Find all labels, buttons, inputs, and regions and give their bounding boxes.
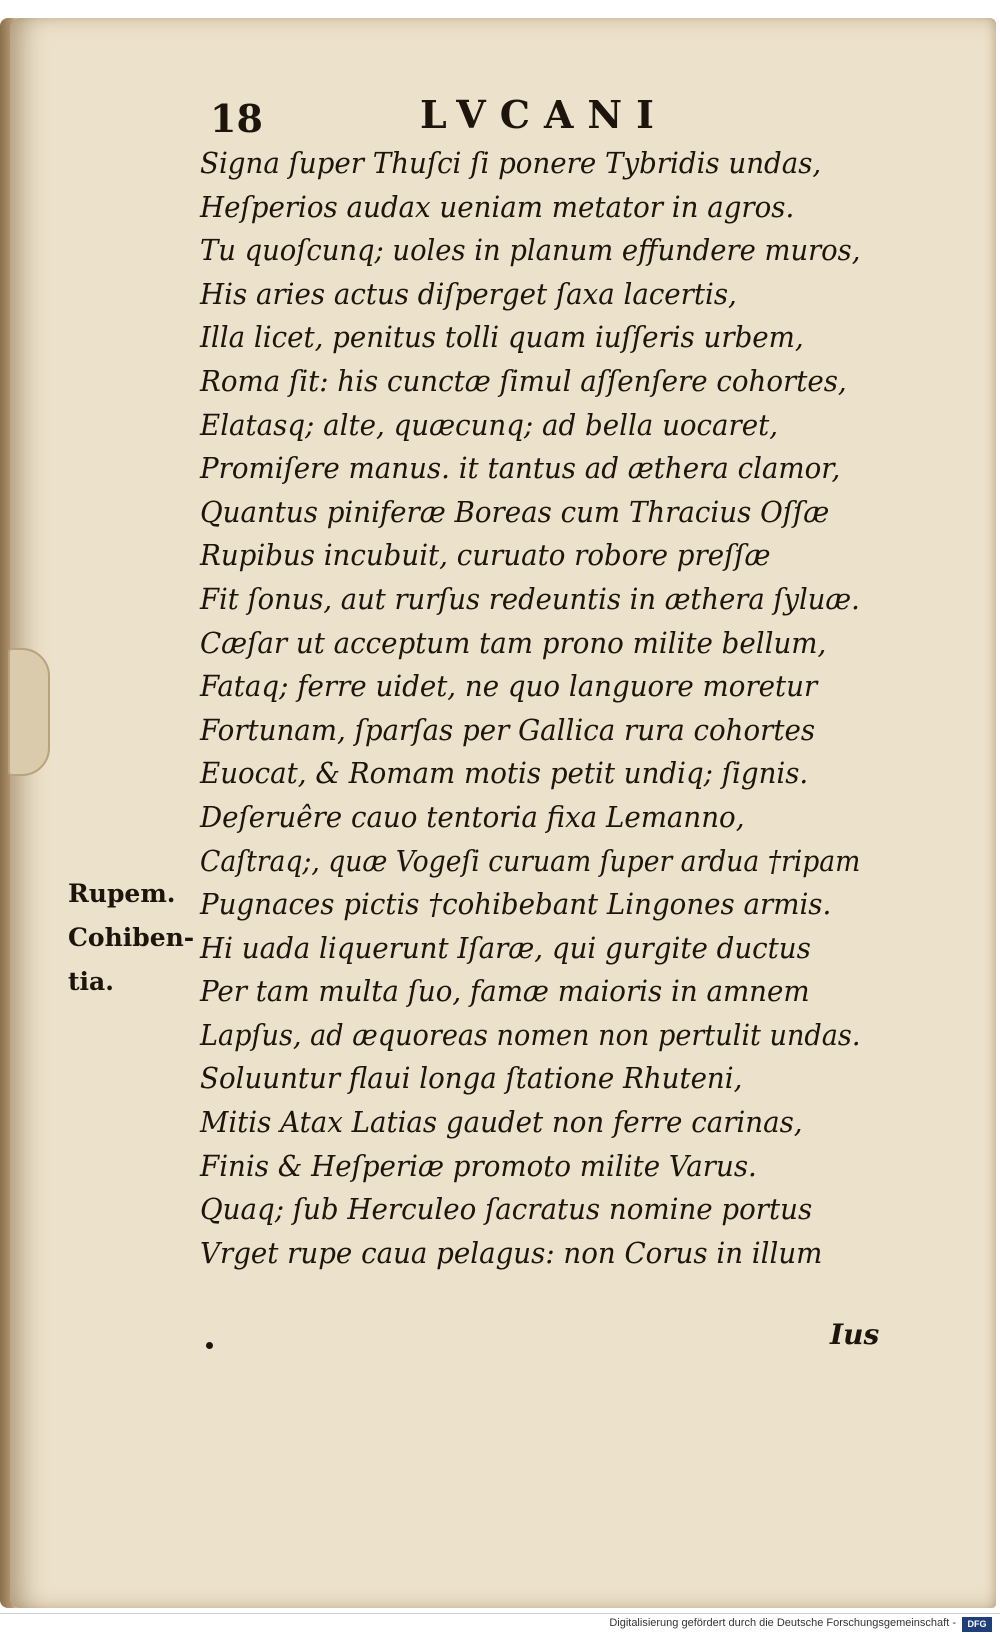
margin-note: tia. <box>68 967 114 996</box>
verse-line: Hi uada liquerunt Iſaræ, qui gurgite ductus <box>200 931 811 965</box>
page-number: 18 <box>210 96 263 141</box>
margin-note: Rupem. <box>68 879 176 908</box>
verse-line: Heſperios audax ueniam metator in agros. <box>200 190 795 224</box>
verse-line: Illa licet, penitus tolli quam iuſſeris urbem, <box>200 321 804 355</box>
funding-credit: Digitalisierung gefördert durch die Deutsche Forschungsgemeinschaft - <box>609 1617 956 1629</box>
verse-line: Promiſere manus. it tantus ad æthera clamor, <box>200 452 841 486</box>
verse-line: Elatasq; alte, quæcunq; ad bella uocaret, <box>200 408 779 442</box>
digitization-footer <box>0 1613 1000 1636</box>
verse-line: Quantus piniferæ Boreas cum Thracius Oſſæ <box>200 495 830 529</box>
verse-line: Per tam multa ſuo, famæ maioris in amnem <box>200 975 810 1009</box>
verse-line: Rupibus incubuit, curuato robore preſſæ <box>200 539 771 573</box>
verse-line: Lapſus, ad æquoreas nomen non pertulit undas. <box>200 1018 861 1052</box>
running-title: LVCANI <box>420 92 668 137</box>
verse-line: Cæſar ut acceptum tam prono milite bellum, <box>200 626 827 660</box>
verse-line: Signa ſuper Thuſci ſi ponere Tybridis undas, <box>200 147 822 180</box>
verse-line: Tu quoſcunq; uoles in planum effundere muros, <box>200 234 861 268</box>
catchword: Ius <box>830 1318 880 1351</box>
verse-line: Fortunam, ſparſas per Gallica rura cohortes <box>200 713 816 747</box>
verse-line: Finis & Heſperiæ promoto milite Varus. <box>200 1149 757 1183</box>
signature-mark <box>206 1342 213 1349</box>
verse-line: Pugnaces pictis †cohibebant Lingones armis. <box>200 888 832 922</box>
verse-line: Soluuntur flaui longa ſtatione Rhuteni, <box>200 1062 743 1096</box>
verse-text-block <box>200 142 880 1275</box>
margin-note: Cohiben- <box>68 923 195 952</box>
verse-line: Roma ſit: his cunctæ ſimul aſſenſere cohortes, <box>200 364 847 398</box>
verse-line: His aries actus diſperget ſaxa lacertis, <box>200 277 737 311</box>
verse-line: Fataq; ferre uidet, ne quo languore moretur <box>200 670 818 704</box>
verse-line: Fit ſonus, aut rurſus redeuntis in æthera ſyluæ. <box>200 582 860 616</box>
verse-line: Caſtraq;, quæ Vogeſi curuam ſuper ardua †ripam <box>200 844 861 878</box>
page-tab-marker <box>8 648 50 776</box>
verse-line: Quaq; ſub Herculeo ſacratus nomine portus <box>200 1193 813 1227</box>
verse-line: Deſeruêre cauo tentoria fixa Lemanno, <box>200 800 745 834</box>
verse-line: Mitis Atax Latias gaudet non ferre carinas, <box>200 1106 803 1140</box>
verse-line: Euocat, & Romam motis petit undiq; ſignis. <box>200 757 809 791</box>
marginal-notes <box>68 872 198 1004</box>
verse-line: Vrget rupe caua pelagus: non Corus in illum <box>200 1236 823 1270</box>
dfg-logo: DFG <box>962 1617 992 1632</box>
